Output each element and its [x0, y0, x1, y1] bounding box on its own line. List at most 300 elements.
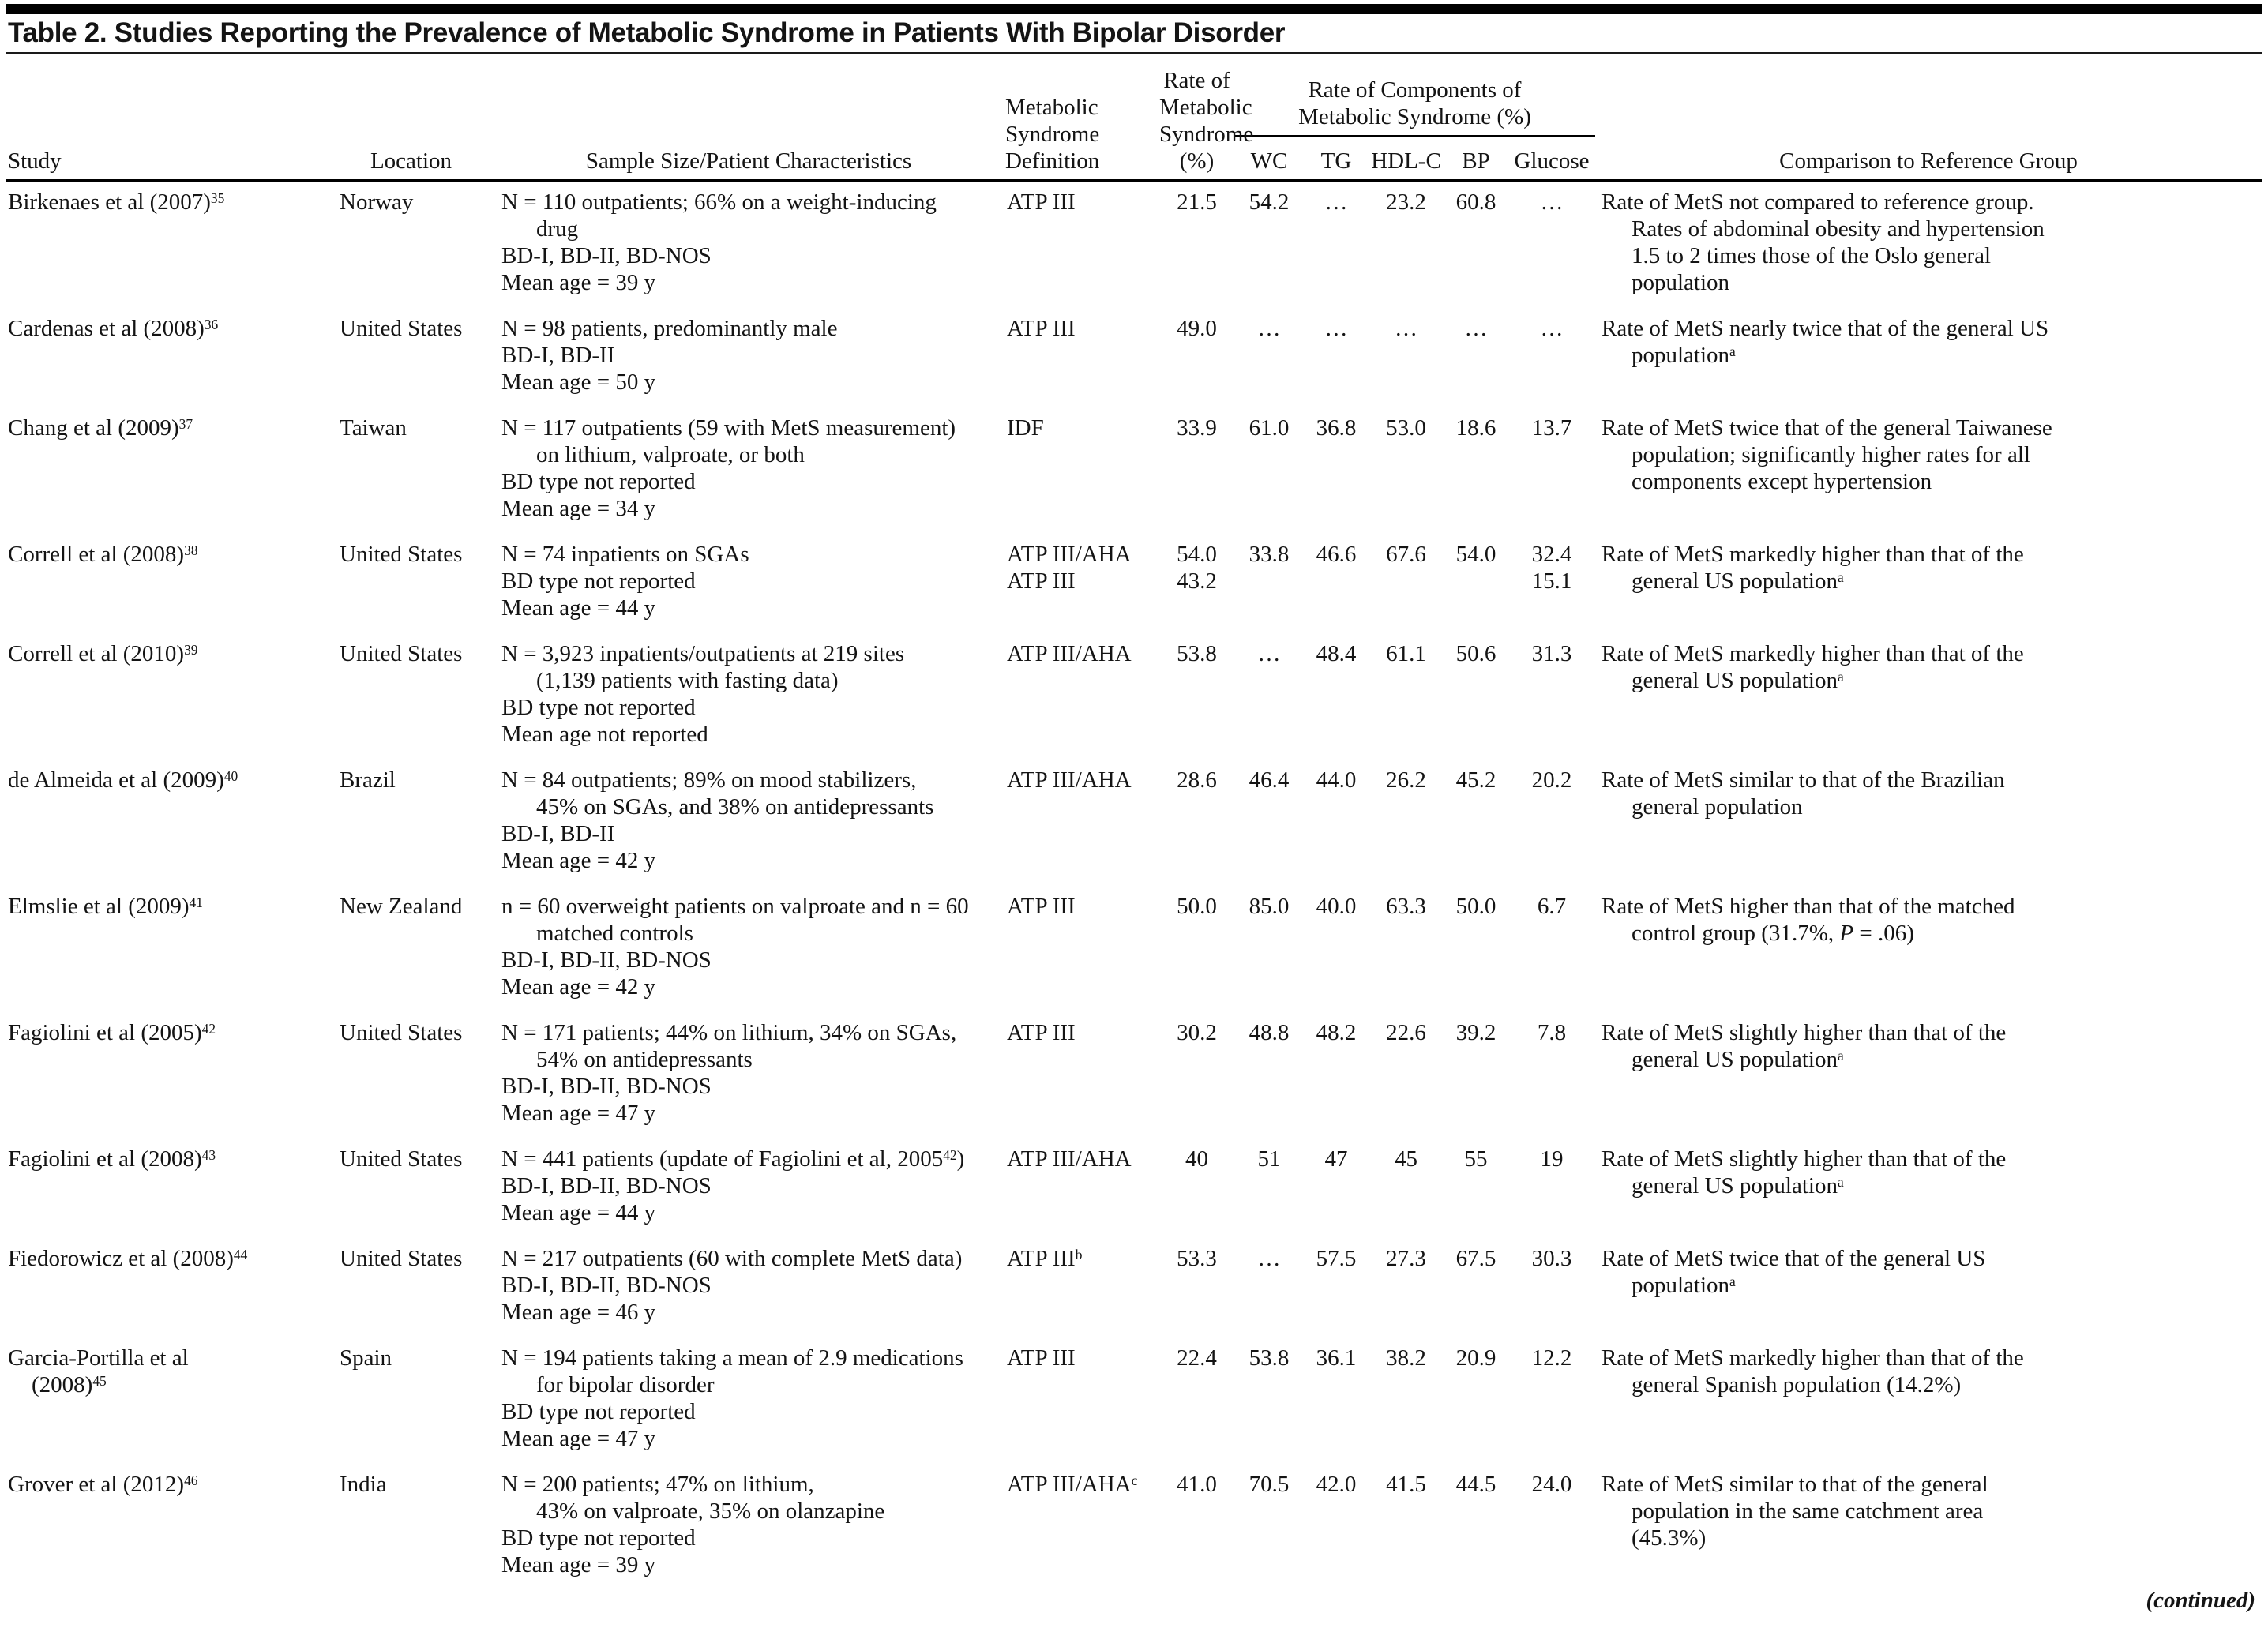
study-citation	[6, 181, 330, 307]
text-line: N = 171 patients; 44% on lithium, 34% on SGAs,	[501, 1020, 957, 1045]
text-line: 22.6	[1386, 1020, 1426, 1045]
col-header-study: Study	[6, 56, 330, 181]
text-line: 54.0	[1455, 542, 1496, 567]
mets-definition	[1005, 885, 1159, 1011]
component-hdlc	[1369, 759, 1444, 885]
comparison-text	[1595, 307, 2262, 407]
component-hdlc	[1369, 407, 1444, 533]
component-hdlc	[1369, 181, 1444, 307]
component-tg	[1304, 885, 1369, 1011]
text-line: N = 84 outpatients; 89% on mood stabilizers,	[501, 767, 917, 793]
text-line: Rate of MetS slightly higher than that of the	[1601, 1020, 2007, 1045]
component-bp	[1444, 407, 1508, 533]
text-line: 60.8	[1455, 189, 1496, 215]
text-line: population$^a$	[1632, 343, 1736, 368]
text-line: $(2008)^{45}$	[32, 1372, 107, 1397]
component-glucose	[1508, 759, 1595, 885]
study-citation	[6, 885, 330, 1011]
text-line: 19	[1540, 1146, 1564, 1172]
text-line: 67.5	[1455, 1246, 1496, 1271]
header-line: Metabolic	[1005, 95, 1098, 120]
text-line: Mean age = 44 y	[501, 595, 656, 621]
text-line: BD-I, BD-II, BD-NOS	[501, 1074, 712, 1099]
text-line: N = 194 patients taking a mean of 2.9 medications	[501, 1345, 963, 1371]
text-line: 85.0	[1249, 894, 1290, 919]
text-line: Mean age = 42 y	[501, 974, 656, 1000]
text-line: Rates of abdominal obesity and hypertension	[1632, 216, 2045, 242]
text-line: 53.3	[1177, 1246, 1217, 1271]
text-line: drug	[536, 216, 579, 242]
text-line: Fiedorowicz et al $(2008)^{44}$	[8, 1246, 248, 1271]
study-location	[330, 1337, 492, 1463]
text-line: 49.0	[1177, 316, 1217, 341]
text-line: 28.6	[1177, 767, 1217, 793]
text-line: Mean age = 42 y	[501, 848, 656, 873]
text-line: 61.1	[1386, 641, 1426, 666]
col-header-hdlc: HDL-C	[1369, 137, 1444, 181]
component-bp	[1444, 1337, 1508, 1463]
header-line: Metabolic	[1159, 95, 1252, 120]
text-line: population in the same catchment area	[1632, 1499, 1984, 1524]
mets-rate	[1159, 1138, 1234, 1237]
text-line: BD-I, BD-II, BD-NOS	[501, 1273, 712, 1298]
comparison-text	[1595, 1337, 2262, 1463]
text-line: …	[1257, 1246, 1281, 1271]
comparison-text	[1595, 1463, 2262, 1589]
component-tg	[1304, 1237, 1369, 1337]
text-line: BD type not reported	[501, 568, 696, 594]
text-line: United States	[340, 542, 463, 567]
component-glucose	[1508, 1337, 1595, 1463]
sample-characteristics	[492, 885, 1005, 1011]
text-line: 48.4	[1316, 641, 1357, 666]
text-line: ATP III	[1007, 1345, 1076, 1371]
comparison-block	[1601, 189, 2154, 296]
text-line: (45.3%)	[1632, 1525, 1707, 1551]
comparison-text	[1595, 1138, 2262, 1237]
text-line: Mean age = 50 y	[501, 369, 656, 395]
text-line: Mean age = 46 y	[501, 1300, 656, 1325]
text-line: BD-I, BD-II	[501, 343, 615, 368]
text-line: 70.5	[1249, 1472, 1290, 1497]
text-line: 42.0	[1316, 1472, 1357, 1497]
sample-characteristics	[492, 1463, 1005, 1589]
comparison-block	[1601, 1471, 2154, 1551]
text-line: general Spanish population (14.2%)	[1632, 1372, 1962, 1397]
text-line: 46.6	[1316, 542, 1357, 567]
sample-characteristics	[492, 759, 1005, 885]
text-line: ATP III/AHA	[1007, 1146, 1132, 1172]
text-line: United States	[340, 641, 463, 666]
text-line: general US population$^a$	[1632, 568, 1844, 594]
text-line: …	[1324, 316, 1348, 341]
text-line: Spain	[340, 1345, 392, 1371]
table-row	[6, 181, 2262, 307]
text-line: 53.0	[1386, 415, 1426, 441]
component-hdlc	[1369, 1463, 1444, 1589]
comparison-block	[1601, 1345, 2154, 1398]
text-line: ATP III/AHA$^c$	[1007, 1472, 1138, 1497]
text-line: Chang et al $(2009)^{37}$	[8, 415, 193, 441]
comparison-text	[1595, 533, 2262, 632]
study-citation	[6, 632, 330, 759]
text-line: 27.3	[1386, 1246, 1426, 1271]
text-line: Grover et al $(2012)^{46}$	[8, 1472, 198, 1497]
header-line: Syndrome	[1159, 122, 1254, 147]
text-line: 54% on antidepressants	[536, 1047, 753, 1072]
col-header-bp: BP	[1444, 137, 1508, 181]
component-hdlc	[1369, 1237, 1444, 1337]
text-line: 55	[1464, 1146, 1488, 1172]
text-line: N = 110 outpatients; 66% on a weight-inducing	[501, 189, 937, 215]
component-glucose	[1508, 1463, 1595, 1589]
sample-characteristics	[492, 181, 1005, 307]
text-line: Mean age = 34 y	[501, 496, 656, 521]
text-line: 61.0	[1249, 415, 1290, 441]
text-line: Mean age = 47 y	[501, 1426, 656, 1451]
comparison-text	[1595, 759, 2262, 885]
text-line: N = 200 patients; 47% on lithium,	[501, 1472, 814, 1497]
comparison-text	[1595, 407, 2262, 533]
component-hdlc	[1369, 307, 1444, 407]
text-line: 45	[1395, 1146, 1418, 1172]
text-line: 45.2	[1455, 767, 1496, 793]
text-line: 24.0	[1531, 1472, 1572, 1497]
text-line: 63.3	[1386, 894, 1426, 919]
text-line: ATP III/AHA	[1007, 641, 1132, 666]
text-line: IDF	[1007, 415, 1044, 441]
text-line: Garcia-Portilla et al	[8, 1345, 189, 1371]
component-glucose	[1508, 1237, 1595, 1337]
text-line: 44.5	[1455, 1472, 1496, 1497]
component-glucose	[1508, 533, 1595, 632]
comparison-block	[1601, 767, 2154, 820]
study-citation	[6, 759, 330, 885]
mets-definition	[1005, 1337, 1159, 1463]
mets-definition	[1005, 1011, 1159, 1138]
sample-characteristics	[492, 407, 1005, 533]
text-line: Brazil	[340, 767, 396, 793]
component-tg	[1304, 632, 1369, 759]
study-citation	[6, 307, 330, 407]
col-header-comparison: Comparison to Reference Group	[1595, 56, 2262, 181]
text-line: 41.0	[1177, 1472, 1217, 1497]
mets-definition	[1005, 1237, 1159, 1337]
text-line: 18.6	[1455, 415, 1496, 441]
component-wc	[1234, 533, 1304, 632]
text-line: 46.4	[1249, 767, 1290, 793]
study-location	[330, 181, 492, 307]
top-rule	[6, 4, 2262, 14]
component-tg	[1304, 1463, 1369, 1589]
study-location	[330, 1138, 492, 1237]
text-line: 21.5	[1177, 189, 1217, 215]
component-wc	[1234, 1011, 1304, 1138]
component-tg	[1304, 307, 1369, 407]
study-location	[330, 632, 492, 759]
study-location	[330, 1463, 492, 1589]
header-line: Syndrome	[1005, 122, 1100, 147]
text-line: 30.3	[1531, 1246, 1572, 1271]
text-line: 36.8	[1316, 415, 1357, 441]
text-line: 67.6	[1386, 542, 1426, 567]
col-header-tg: TG	[1304, 137, 1369, 181]
study-location	[330, 307, 492, 407]
text-line: 54.2	[1249, 189, 1290, 215]
component-bp	[1444, 307, 1508, 407]
text-line: New Zealand	[340, 894, 463, 919]
table-row	[6, 1011, 2262, 1138]
text-line: BD type not reported	[501, 1399, 696, 1424]
text-line: 40	[1185, 1146, 1208, 1172]
text-line: n = 60 overweight patients on valproate and n = 60	[501, 894, 969, 919]
text-line: 13.7	[1531, 415, 1572, 441]
text-line: components except hypertension	[1632, 469, 1932, 494]
text-line: Rate of MetS nearly twice that of the general US	[1601, 316, 2049, 341]
text-line: N = 117 outpatients (59 with MetS measurement)	[501, 415, 956, 441]
text-line: (1,139 patients with fasting data)	[536, 668, 839, 693]
mets-definition	[1005, 759, 1159, 885]
sample-characteristics	[492, 533, 1005, 632]
text-line: United States	[340, 1146, 463, 1172]
text-line: Fagiolini et al $(2005)^{42}$	[8, 1020, 216, 1045]
study-citation	[6, 1463, 330, 1589]
text-line: 15.1	[1531, 568, 1572, 594]
col-header-glucose: Glucose	[1508, 137, 1595, 181]
study-location	[330, 885, 492, 1011]
text-line: ATP III$^b$	[1007, 1246, 1083, 1271]
table-row	[6, 307, 2262, 407]
text-line: …	[1324, 189, 1348, 215]
text-line: BD-I, BD-II, BD-NOS	[501, 243, 712, 268]
text-line: ATP III	[1007, 568, 1076, 594]
title-rule	[6, 52, 2262, 54]
component-wc	[1234, 307, 1304, 407]
text-line: ATP III	[1007, 189, 1076, 215]
text-line: Rate of MetS markedly higher than that of the	[1601, 542, 2024, 567]
component-bp	[1444, 632, 1508, 759]
text-line: 50.6	[1455, 641, 1496, 666]
comparison-text	[1595, 181, 2262, 307]
col-header-location: Location	[330, 56, 492, 181]
text-line: …	[1464, 316, 1488, 341]
text-line: general US population$^a$	[1632, 1047, 1844, 1072]
mets-rate	[1159, 885, 1234, 1011]
component-hdlc	[1369, 1337, 1444, 1463]
mets-rate	[1159, 1011, 1234, 1138]
study-citation	[6, 1337, 330, 1463]
component-bp	[1444, 181, 1508, 307]
text-line: …	[1395, 316, 1418, 341]
sample-characteristics	[492, 1337, 1005, 1463]
text-line: United States	[340, 1246, 463, 1271]
text-line: BD type not reported	[501, 695, 696, 720]
sample-characteristics	[492, 632, 1005, 759]
text-line: Rate of MetS twice that of the general US	[1601, 1246, 1986, 1271]
text-line: general US population$^a$	[1632, 668, 1844, 693]
text-line: Correll et al $(2008)^{38}$	[8, 542, 198, 567]
text-line: Rate of MetS twice that of the general Taiwanese	[1601, 415, 2052, 441]
component-wc	[1234, 1337, 1304, 1463]
text-line: ATP III/AHA	[1007, 542, 1132, 567]
mets-rate	[1159, 181, 1234, 307]
mets-rate	[1159, 1463, 1234, 1589]
mets-rate	[1159, 407, 1234, 533]
mets-definition	[1005, 407, 1159, 533]
text-line: population	[1632, 270, 1730, 295]
text-line: 39.2	[1455, 1020, 1496, 1045]
header-line: Definition	[1005, 148, 1100, 174]
text-line: N = 98 patients, predominantly male	[501, 316, 838, 341]
component-glucose	[1508, 181, 1595, 307]
sample-characteristics	[492, 1237, 1005, 1337]
text-line: Rate of MetS similar to that of the Brazilian	[1601, 767, 2005, 793]
comparison-block	[1601, 640, 2154, 694]
component-wc	[1234, 407, 1304, 533]
table-row	[6, 1138, 2262, 1237]
col-header-definition	[1005, 56, 1159, 181]
text-line: 12.2	[1531, 1345, 1572, 1371]
text-line: 43.2	[1177, 568, 1217, 594]
text-line: N = 441 patients (update of Fagiolini et al, 2005$^{42}$)	[501, 1146, 965, 1172]
component-bp	[1444, 885, 1508, 1011]
text-line: Rate of MetS similar to that of the general	[1601, 1472, 1988, 1497]
text-line: ATP III/AHA	[1007, 767, 1132, 793]
sample-characteristics	[492, 1011, 1005, 1138]
text-line: 1.5 to 2 times those of the Oslo general	[1632, 243, 1992, 268]
text-line: 33.9	[1177, 415, 1217, 441]
text-line: BD-I, BD-II, BD-NOS	[501, 947, 712, 973]
text-line: 36.1	[1316, 1345, 1357, 1371]
col-header-components-group	[1234, 56, 1595, 137]
component-glucose	[1508, 885, 1595, 1011]
text-line: control group (31.7%, P = .06)	[1632, 921, 1914, 946]
text-line: …	[1257, 641, 1281, 666]
text-line: 50.0	[1455, 894, 1496, 919]
text-line: BD-I, BD-II	[501, 821, 615, 846]
text-line: for bipolar disorder	[536, 1372, 715, 1397]
component-tg	[1304, 759, 1369, 885]
comparison-block	[1601, 541, 2154, 595]
text-line: …	[1257, 316, 1281, 341]
study-location	[330, 1237, 492, 1337]
component-wc	[1234, 181, 1304, 307]
table-row	[6, 632, 2262, 759]
mets-definition	[1005, 1138, 1159, 1237]
comparison-text	[1595, 1237, 2262, 1337]
mets-definition	[1005, 533, 1159, 632]
text-line: 32.4	[1531, 542, 1572, 567]
mets-rate	[1159, 759, 1234, 885]
table-row	[6, 533, 2262, 632]
comparison-block	[1601, 1019, 2154, 1073]
comparison-block	[1601, 415, 2154, 495]
text-line: general population	[1632, 794, 1803, 820]
text-line: Correll et al $(2010)^{39}$	[8, 641, 198, 666]
text-line: Rate of MetS markedly higher than that of the	[1601, 1345, 2024, 1371]
study-location	[330, 533, 492, 632]
component-glucose	[1508, 1138, 1595, 1237]
study-location	[330, 1011, 492, 1138]
table-header	[6, 56, 2262, 181]
header-line: Metabolic Syndrome (%)	[1298, 104, 1531, 130]
component-wc	[1234, 759, 1304, 885]
text-line: BD type not reported	[501, 469, 696, 494]
study-location	[330, 759, 492, 885]
text-line: 43% on valproate, 35% on olanzapine	[536, 1499, 885, 1524]
component-hdlc	[1369, 885, 1444, 1011]
text-line: Norway	[340, 189, 414, 215]
comparison-block	[1601, 315, 2154, 369]
text-line: 31.3	[1531, 641, 1572, 666]
text-line: 54.0	[1177, 542, 1217, 567]
study-citation	[6, 533, 330, 632]
sample-characteristics	[492, 307, 1005, 407]
text-line: Rate of MetS markedly higher than that of the	[1601, 641, 2024, 666]
text-line: 41.5	[1386, 1472, 1426, 1497]
component-wc	[1234, 1463, 1304, 1589]
text-line: ATP III	[1007, 316, 1076, 341]
comparison-text	[1595, 885, 2262, 1011]
text-line: N = 74 inpatients on SGAs	[501, 542, 749, 567]
study-citation	[6, 1011, 330, 1138]
study-citation	[6, 1138, 330, 1237]
text-line: N = 217 outpatients (60 with complete MetS data)	[501, 1246, 963, 1271]
text-line: 23.2	[1386, 189, 1426, 215]
comparison-text	[1595, 632, 2262, 759]
text-line: on lithium, valproate, or both	[536, 442, 805, 467]
component-wc	[1234, 1237, 1304, 1337]
text-line: Mean age = 39 y	[501, 270, 656, 295]
component-hdlc	[1369, 1138, 1444, 1237]
text-line: BD type not reported	[501, 1525, 696, 1551]
text-line: ATP III	[1007, 894, 1076, 919]
text-line: Rate of MetS slightly higher than that of the	[1601, 1146, 2007, 1172]
component-hdlc	[1369, 632, 1444, 759]
mets-definition	[1005, 1463, 1159, 1589]
header-line: (%)	[1179, 148, 1215, 174]
table-title: Table 2. Studies Reporting the Prevalence of Metabolic Syndrome in Patients With Bipolar Disorder	[8, 17, 1286, 48]
sample-characteristics	[492, 1138, 1005, 1237]
component-tg	[1304, 533, 1369, 632]
col-header-wc: WC	[1234, 137, 1304, 181]
text-line: population$^a$	[1632, 1273, 1736, 1298]
table-body	[6, 181, 2262, 1589]
component-glucose	[1508, 632, 1595, 759]
text-line: 57.5	[1316, 1246, 1357, 1271]
component-tg	[1304, 1337, 1369, 1463]
text-line: 53.8	[1177, 641, 1217, 666]
mets-definition	[1005, 307, 1159, 407]
study-location	[330, 407, 492, 533]
component-hdlc	[1369, 1011, 1444, 1138]
text-line: general US population$^a$	[1632, 1173, 1844, 1198]
text-line: …	[1540, 189, 1564, 215]
table-row	[6, 1337, 2262, 1463]
text-line: 53.8	[1249, 1345, 1290, 1371]
text-line: 38.2	[1386, 1345, 1426, 1371]
mets-rate	[1159, 1237, 1234, 1337]
table-row	[6, 407, 2262, 533]
text-line: 26.2	[1386, 767, 1426, 793]
text-line: ATP III	[1007, 1020, 1076, 1045]
component-tg	[1304, 1138, 1369, 1237]
text-line: United States	[340, 316, 463, 341]
text-line: 33.8	[1249, 542, 1290, 567]
text-line: 48.2	[1316, 1020, 1357, 1045]
text-line: 22.4	[1177, 1345, 1217, 1371]
comparison-text	[1595, 1011, 2262, 1138]
